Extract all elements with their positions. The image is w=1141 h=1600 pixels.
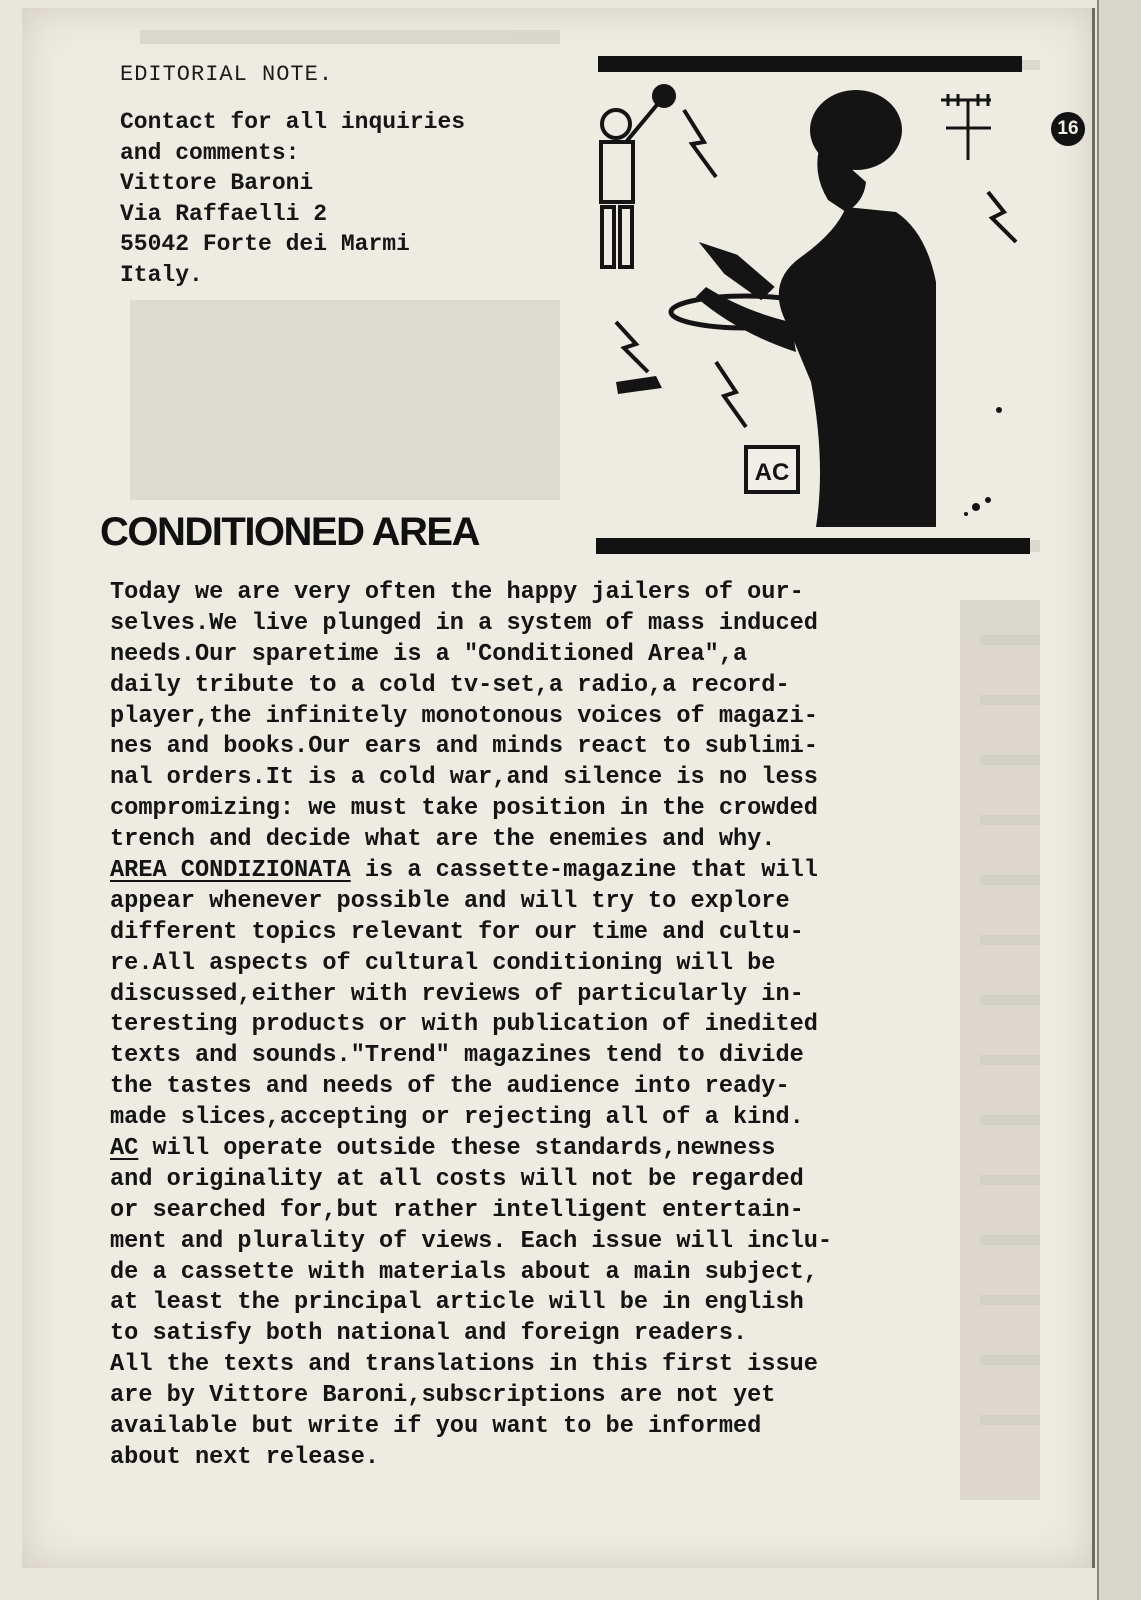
robot-figure-icon — [601, 86, 674, 267]
page-number-badge: 16 — [1051, 112, 1085, 146]
body-line: teresting products or with publication of inedited — [110, 1011, 818, 1039]
body-line: appear whenever possible and will try to explore — [110, 887, 790, 915]
body-line: available but write if you want to be informed — [110, 1413, 762, 1441]
body-line: selves.We live plunged in a system of mass induced — [110, 609, 818, 637]
body-line: different topics relevant for our time and cultu- — [110, 918, 804, 946]
shoe-icon — [616, 376, 662, 394]
article-body — [110, 578, 1060, 1474]
body-line: to satisfy both national and foreign readers. — [110, 1320, 748, 1348]
contact-street: Via Raffaelli 2 — [120, 200, 328, 227]
article-title: CONDITIONED AREA — [100, 510, 479, 554]
body-line: Today we are very often the happy jailers of our- — [110, 579, 804, 606]
body-line: or searched for,but rather intelligent entertain- — [110, 1196, 804, 1224]
body-line: made slices,accepting or rejecting all of a kind. — [110, 1104, 804, 1132]
collage-illustration — [596, 82, 1036, 542]
contact-city: 55042 Forte dei Marmi — [120, 231, 410, 257]
body-line: AREA CONDIZIONATA is a cassette-magazine that will — [110, 857, 818, 885]
body-line: compromizing: we must take position in the crowded — [110, 795, 818, 823]
body-line: daily tribute to a cold tv-set,a radio,a record- — [110, 671, 790, 699]
body-line: player,the infinitely monotonous voices of magazi- — [110, 702, 818, 730]
antenna-icon — [941, 94, 991, 160]
editorial-heading: EDITORIAL NOTE. — [120, 62, 334, 87]
top-rule — [598, 56, 1022, 72]
body-line: are by Vittore Baroni,subscriptions are not yet — [110, 1382, 776, 1410]
body-line: texts and sounds."Trend" magazines tend to divide — [110, 1042, 804, 1070]
body-line: All the texts and translations in this first issue — [110, 1351, 818, 1379]
editorial-note — [120, 62, 590, 290]
body-line: needs.Our sparetime is a "Conditioned Area",a — [110, 640, 748, 668]
body-line: ment and plurality of views. Each issue will inclu- — [110, 1227, 833, 1255]
contact-line: and comments: — [120, 139, 300, 166]
magazine-name: AREA CONDIZIONATA — [110, 857, 351, 885]
body-line: de a cassette with materials about a main subject, — [110, 1258, 818, 1286]
contact-line: Contact for all inquiries — [120, 109, 466, 135]
body-line: discussed,either with reviews of particularly in- — [110, 980, 804, 1008]
contact-name: Vittore Baroni — [120, 170, 314, 196]
body-line: trench and decide what are the enemies and why. — [110, 826, 776, 854]
body-line: at least the principal article will be in english — [110, 1289, 804, 1317]
ac-logo — [746, 447, 798, 492]
body-line: and originality at all costs will not be regarded — [110, 1165, 804, 1193]
ac-abbrev: AC — [110, 1135, 139, 1163]
body-line: the tastes and needs of the audience into ready- — [110, 1073, 790, 1101]
body-line: about next release. — [110, 1443, 380, 1471]
body-line: nal orders.It is a cold war,and silence is no less — [110, 764, 818, 792]
contact-country: Italy. — [120, 261, 203, 288]
ac-logo-text: AC — [754, 459, 790, 486]
body-line: AC will operate outside these standards,newness — [110, 1135, 776, 1163]
body-line: nes and books.Our ears and minds react to sublimi- — [110, 733, 818, 761]
body-line: re.All aspects of cultural conditioning will be — [110, 949, 776, 977]
